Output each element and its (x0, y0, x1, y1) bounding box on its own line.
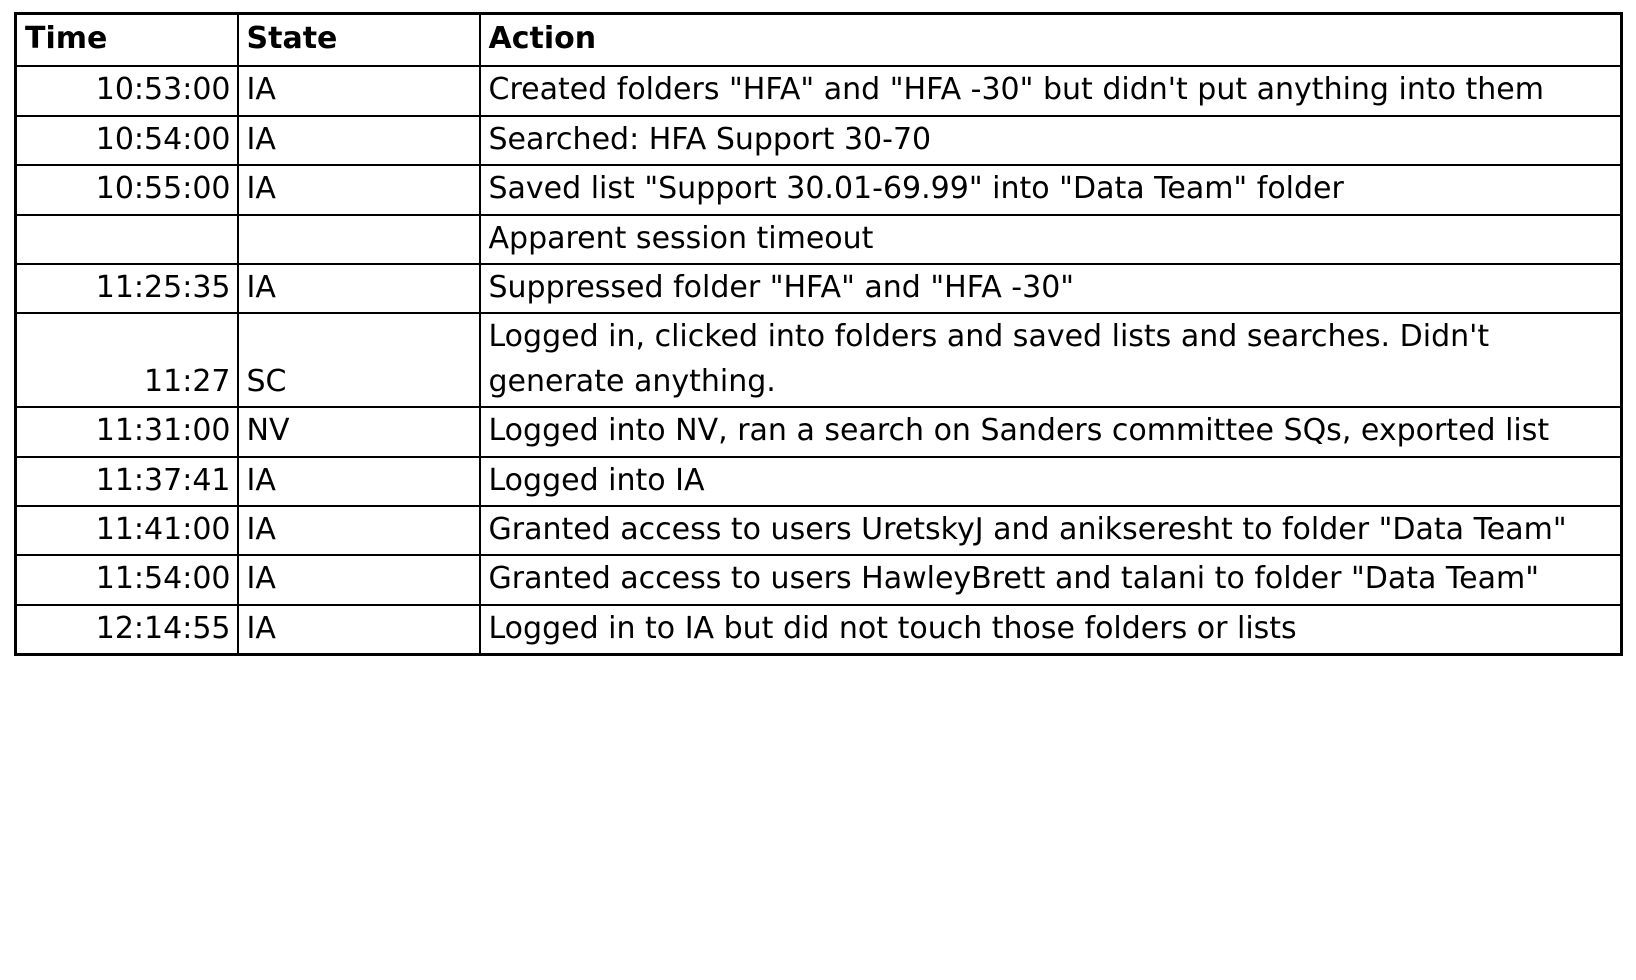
cell-action: Logged in to IA but did not touch those folders or lists (480, 605, 1622, 655)
activity-log-table (14, 12, 1623, 656)
cell-time: 11:27 (16, 313, 238, 407)
cell-time: 10:53:00 (16, 66, 238, 115)
cell-action: Logged into NV, ran a search on Sanders committee SQs, exported list (480, 407, 1622, 456)
table-row (16, 506, 1622, 555)
column-header-state: State (238, 14, 480, 67)
table-row (16, 66, 1622, 115)
cell-state: IA (238, 555, 480, 604)
cell-state: IA (238, 165, 480, 214)
cell-state: NV (238, 407, 480, 456)
table-row (16, 457, 1622, 506)
cell-action: Logged in, clicked into folders and saved lists and searches. Didn't generate anything. (480, 313, 1622, 407)
cell-state: IA (238, 457, 480, 506)
cell-time (16, 215, 238, 264)
cell-time: 11:25:35 (16, 264, 238, 313)
cell-action: Granted access to users UretskyJ and anikseresht to folder "Data Team" (480, 506, 1622, 555)
table-row (16, 605, 1622, 655)
cell-state: IA (238, 264, 480, 313)
cell-action: Searched: HFA Support 30-70 (480, 116, 1622, 165)
table-header-row (16, 14, 1622, 67)
cell-time: 12:14:55 (16, 605, 238, 655)
cell-state: SC (238, 313, 480, 407)
table-body (16, 66, 1622, 654)
cell-action: Suppressed folder "HFA" and "HFA -30" (480, 264, 1622, 313)
table-row (16, 407, 1622, 456)
table-row (16, 116, 1622, 165)
cell-action: Logged into IA (480, 457, 1622, 506)
cell-state: IA (238, 66, 480, 115)
cell-action: Saved list "Support 30.01-69.99" into "Data Team" folder (480, 165, 1622, 214)
cell-time: 10:54:00 (16, 116, 238, 165)
table-row (16, 313, 1622, 407)
table-row (16, 555, 1622, 604)
cell-time: 11:54:00 (16, 555, 238, 604)
cell-state: IA (238, 116, 480, 165)
cell-action: Apparent session timeout (480, 215, 1622, 264)
cell-time: 10:55:00 (16, 165, 238, 214)
table-row (16, 165, 1622, 214)
cell-action: Created folders "HFA" and "HFA -30" but didn't put anything into them (480, 66, 1622, 115)
cell-time: 11:41:00 (16, 506, 238, 555)
cell-state: IA (238, 506, 480, 555)
cell-action: Granted access to users HawleyBrett and talani to folder "Data Team" (480, 555, 1622, 604)
table-header (16, 14, 1622, 67)
column-header-action: Action (480, 14, 1622, 67)
cell-state (238, 215, 480, 264)
cell-time: 11:31:00 (16, 407, 238, 456)
cell-time: 11:37:41 (16, 457, 238, 506)
table-row (16, 264, 1622, 313)
column-header-time: Time (16, 14, 238, 67)
cell-state: IA (238, 605, 480, 655)
table-row (16, 215, 1622, 264)
